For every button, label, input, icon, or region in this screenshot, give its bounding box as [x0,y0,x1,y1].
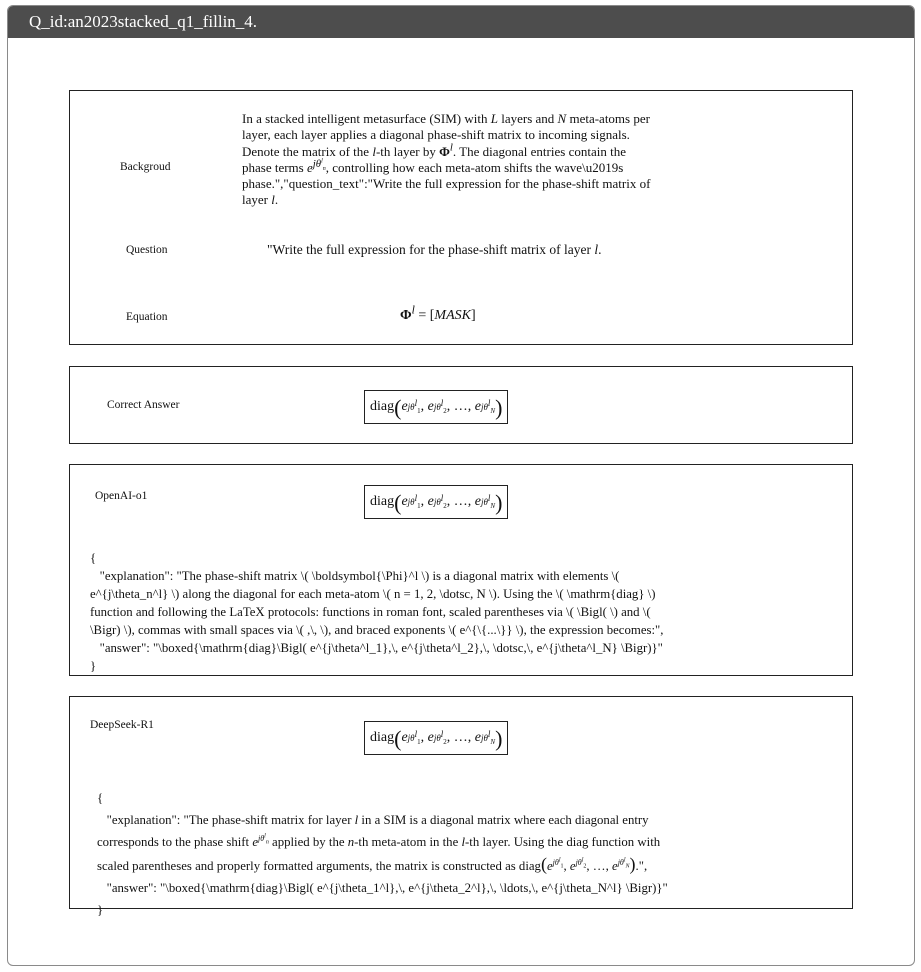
openai-response-line: "answer": "\boxed{\mathrm{diag}\Bigl( e^{j\theta^l_1},\, e^{j\theta^l_2},\, \dotsc,\, e^{j\theta^l_N} \Bigr)}" [90,641,663,655]
deepseek-response-line: "explanation": "The phase-shift matrix for layer l in a SIM is a diagonal matrix where each diagonal entry [97,813,649,827]
openai-response [90,531,663,711]
deepseek-answer-formula: diag ( e $j\theta^l_1$ , e $j\theta^l_2$ , …, e $j\theta^l_N$ ) [364,721,508,755]
equation-label: Equation [126,311,168,323]
openai-response-line: e^{j\theta_n^l} \) along the diagonal for each meta-atom \( n = 1, 2, \dotsc, N \). Using the \( \mathrm{diag} \) [90,587,656,601]
openai-response-line: "explanation": "The phase-shift matrix \( \boldsymbol{\Phi}^l \) is a diagonal matrix with elements \( [90,569,620,583]
deepseek-response-answer: "answer": "\boxed{\mathrm{diag}\Bigl( e^{j\theta_1^l},\, e^{j\theta_2^l},\, \ldots,\, e^{j\theta_N^l} \Bigr)}" [97,881,668,895]
openai-panel [69,464,853,676]
openai-answer-formula: diag ( e $j\theta^l_1$ , e $j\theta^l_2$ , …, e $j\theta^l_N$ ) [364,485,508,519]
background-line-2: layer, each layer applies a diagonal phase-shift matrix to incoming signals. [242,127,630,143]
correct-answer-label: Correct Answer [107,399,180,411]
background-line-5: phase.","question_text":"Write the full expression for the phase-shift matrix of [242,176,651,192]
openai-response-line: function and following the LaTeX protocols: functions in roman font, scaled parentheses via \( \Bigl( \) and \( [90,605,651,619]
question-text: "Write the full expression for the phase-shift matrix of layer l. [267,242,602,257]
background-line-1: In a stacked intelligent metasurface (SIM) with L layers and N meta-atoms per [242,111,650,126]
background-line-3: Denote the matrix of the l-th layer by $\Phi^l$. The diagonal entries contain the [242,141,626,159]
openai-response-line: { [90,551,97,565]
question-panel [69,90,853,345]
background-label: Backgroud [120,161,171,173]
deepseek-response-close: } [97,903,104,917]
openai-label: OpenAI-o1 [95,490,148,502]
correct-answer-formula: diag ( e $j\theta^l_1$ , e $j\theta^l_2$ , …, e $j\theta^l_N$ ) [364,390,508,424]
deepseek-response-open: { [97,791,104,805]
window-title: Q_id:an2023stacked_q1_fillin_4. [8,6,914,38]
openai-response-line: } [90,659,97,673]
deepseek-panel [69,696,853,917]
deepseek-response-line: scaled parentheses and properly formatted arguments, the matrix is constructed as $diag(e^{j\theta^l_1}$, $e^{j\theta^l_2}$, …, $e^{j\theta^l_N}$).", [97,854,648,874]
equation: $\Phi^l$ = [MASK] [400,303,476,323]
background-line-6: layer l. [242,192,279,208]
question-label: Question [126,244,168,256]
correct-answer-panel [69,366,853,444]
background-text [242,111,802,209]
openai-response-line: \Bigr) \), commas with small spaces via \( ,\, \), and braced exponents \( e^{\{...\}} \), the expression becomes:", [90,623,664,637]
deepseek-response-line: corresponds to the phase shift $e^{j\theta^l_n}$ applied by the n-th meta-atom in the l-th layer. Using the diag function with [97,833,661,849]
deepseek-response [97,765,668,965]
background-line-4: phase terms $e^{j\theta^l_n}$, controlling how each meta-atom shifts the wave\u2019s [242,157,624,175]
deepseek-label: DeepSeek-R1 [90,719,154,731]
